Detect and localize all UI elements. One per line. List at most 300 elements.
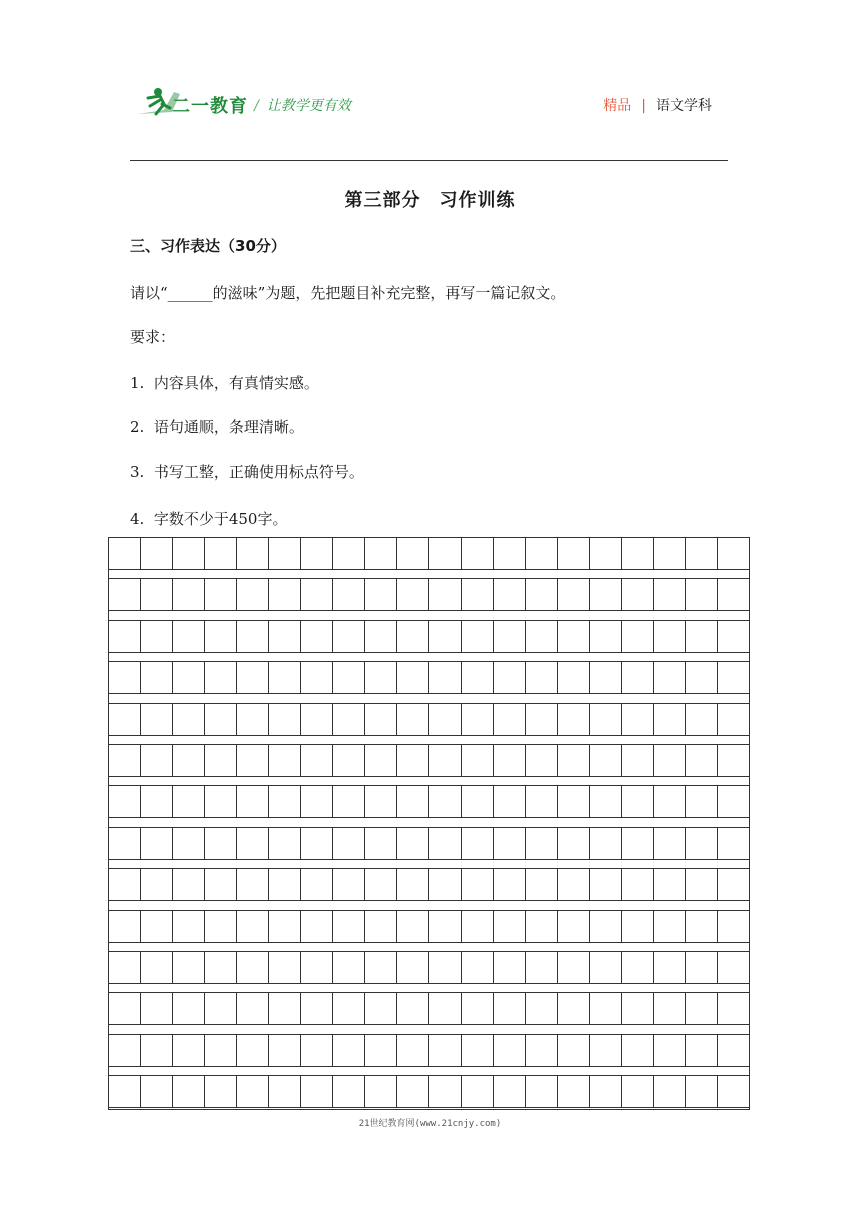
grid-cell[interactable]	[141, 579, 173, 610]
grid-cell[interactable]	[526, 993, 558, 1024]
grid-cell[interactable]	[654, 745, 686, 776]
grid-cell[interactable]	[333, 579, 365, 610]
grid-cell[interactable]	[462, 745, 494, 776]
grid-cell[interactable]	[718, 993, 749, 1024]
grid-cell[interactable]	[109, 952, 141, 983]
grid-cell[interactable]	[141, 745, 173, 776]
writing-grid[interactable]	[108, 537, 750, 1110]
grid-cell[interactable]	[269, 993, 301, 1024]
grid-cell[interactable]	[269, 952, 301, 983]
grid-cell[interactable]	[558, 621, 590, 652]
grid-cell[interactable]	[686, 1035, 718, 1066]
grid-cell[interactable]	[494, 745, 526, 776]
grid-cell[interactable]	[237, 911, 269, 942]
grid-cell[interactable]	[462, 869, 494, 900]
grid-cell[interactable]	[718, 828, 749, 859]
grid-row	[109, 786, 749, 818]
grid-cell[interactable]	[301, 1035, 333, 1066]
grid-cell[interactable]	[141, 993, 173, 1024]
grid-cell[interactable]	[429, 993, 461, 1024]
grid-cell[interactable]	[269, 828, 301, 859]
grid-cell[interactable]	[526, 869, 558, 900]
grid-cell[interactable]	[526, 704, 558, 735]
grid-cell[interactable]	[141, 952, 173, 983]
grid-cell[interactable]	[494, 869, 526, 900]
grid-cell[interactable]	[109, 745, 141, 776]
page-header	[0, 0, 860, 170]
grid-cell[interactable]	[494, 911, 526, 942]
grid-cell[interactable]	[654, 993, 686, 1024]
grid-cell[interactable]	[429, 828, 461, 859]
grid-cell[interactable]	[622, 704, 654, 735]
grid-cell[interactable]	[622, 828, 654, 859]
grid-cell[interactable]	[526, 538, 558, 569]
grid-cell[interactable]	[526, 745, 558, 776]
grid-cell[interactable]	[365, 786, 397, 817]
grid-cell[interactable]	[494, 704, 526, 735]
grid-cell[interactable]	[109, 993, 141, 1024]
grid-cell[interactable]	[333, 745, 365, 776]
grid-cell[interactable]	[462, 1035, 494, 1066]
grid-cell[interactable]	[686, 538, 718, 569]
grid-cell[interactable]	[429, 662, 461, 693]
grid-cell[interactable]	[590, 538, 622, 569]
grid-cell[interactable]	[622, 786, 654, 817]
grid-cell[interactable]	[301, 621, 333, 652]
grid-cell[interactable]	[365, 704, 397, 735]
grid-cell[interactable]	[558, 1035, 590, 1066]
grid-cell[interactable]	[205, 786, 237, 817]
grid-cell[interactable]	[333, 786, 365, 817]
grid-cell[interactable]	[462, 1076, 494, 1107]
grid-row	[109, 538, 749, 570]
grid-cell[interactable]	[686, 745, 718, 776]
grid-cell[interactable]	[654, 579, 686, 610]
grid-cell[interactable]	[269, 869, 301, 900]
grid-cell[interactable]	[269, 704, 301, 735]
requirement-item: 4. 字数不少于450字。	[130, 510, 288, 528]
grid-cell[interactable]	[365, 579, 397, 610]
grid-cell[interactable]	[365, 621, 397, 652]
grid-cell[interactable]	[558, 745, 590, 776]
grid-cell[interactable]	[205, 538, 237, 569]
grid-cell[interactable]	[590, 662, 622, 693]
grid-cell[interactable]	[173, 911, 205, 942]
grid-cell[interactable]	[590, 952, 622, 983]
grid-cell[interactable]	[462, 993, 494, 1024]
grid-cell[interactable]	[526, 828, 558, 859]
grid-cell[interactable]	[718, 1076, 749, 1107]
grid-cell[interactable]	[462, 662, 494, 693]
grid-cell[interactable]	[205, 704, 237, 735]
grid-cell[interactable]	[109, 869, 141, 900]
grid-cell[interactable]	[622, 952, 654, 983]
grid-cell[interactable]	[109, 1035, 141, 1066]
grid-cell[interactable]	[205, 1035, 237, 1066]
grid-cell[interactable]	[333, 538, 365, 569]
grid-cell[interactable]	[429, 1076, 461, 1107]
grid-cell[interactable]	[590, 745, 622, 776]
grid-cell[interactable]	[429, 704, 461, 735]
grid-cell[interactable]	[109, 828, 141, 859]
row-separator	[109, 661, 749, 662]
grid-cell[interactable]	[269, 579, 301, 610]
grid-cell[interactable]	[622, 869, 654, 900]
grid-cell[interactable]	[141, 1035, 173, 1066]
grid-cell[interactable]	[269, 621, 301, 652]
grid-cell[interactable]	[462, 786, 494, 817]
grid-cell[interactable]	[333, 621, 365, 652]
row-separator	[109, 578, 749, 579]
grid-cell[interactable]	[173, 869, 205, 900]
grid-cell[interactable]	[718, 662, 749, 693]
grid-cell[interactable]	[686, 1076, 718, 1107]
grid-cell[interactable]	[301, 538, 333, 569]
grid-cell[interactable]	[462, 621, 494, 652]
grid-cell[interactable]	[718, 538, 749, 569]
grid-cell[interactable]	[590, 1035, 622, 1066]
grid-cell[interactable]	[526, 786, 558, 817]
grid-cell[interactable]	[494, 786, 526, 817]
requirement-item: 3. 书写工整，正确使用标点符号。	[130, 463, 364, 481]
section-heading: 三、习作表达（30分）	[130, 237, 286, 255]
grid-cell[interactable]	[558, 1076, 590, 1107]
grid-cell[interactable]	[397, 786, 429, 817]
grid-cell[interactable]	[622, 538, 654, 569]
grid-cell[interactable]	[654, 538, 686, 569]
grid-cell[interactable]	[590, 579, 622, 610]
grid-cell[interactable]	[622, 911, 654, 942]
grid-cell[interactable]	[429, 745, 461, 776]
grid-cell[interactable]	[590, 1076, 622, 1107]
grid-cell[interactable]	[494, 662, 526, 693]
grid-cell[interactable]	[141, 869, 173, 900]
grid-cell[interactable]	[494, 952, 526, 983]
grid-cell[interactable]	[526, 911, 558, 942]
grid-cell[interactable]	[301, 1076, 333, 1107]
grid-cell[interactable]	[333, 869, 365, 900]
grid-cell[interactable]	[205, 1076, 237, 1107]
grid-cell[interactable]	[397, 621, 429, 652]
grid-cell[interactable]	[494, 828, 526, 859]
grid-cell[interactable]	[237, 828, 269, 859]
grid-row	[109, 952, 749, 984]
grid-cell[interactable]	[397, 704, 429, 735]
grid-cell[interactable]	[654, 1035, 686, 1066]
grid-cell[interactable]	[558, 704, 590, 735]
grid-cell[interactable]	[397, 993, 429, 1024]
grid-cell[interactable]	[718, 869, 749, 900]
grid-cell[interactable]	[141, 828, 173, 859]
grid-cell[interactable]	[365, 662, 397, 693]
grid-cell[interactable]	[333, 911, 365, 942]
grid-cell[interactable]	[429, 869, 461, 900]
grid-cell[interactable]	[526, 579, 558, 610]
grid-cell[interactable]	[590, 911, 622, 942]
grid-cell[interactable]	[622, 993, 654, 1024]
grid-cell[interactable]	[590, 786, 622, 817]
grid-cell[interactable]	[237, 786, 269, 817]
grid-cell[interactable]	[365, 911, 397, 942]
divider: |	[641, 98, 646, 114]
grid-cell[interactable]	[141, 911, 173, 942]
grid-cell[interactable]	[365, 993, 397, 1024]
grid-cell[interactable]	[141, 1076, 173, 1107]
grid-cell[interactable]	[397, 828, 429, 859]
grid-cell[interactable]	[301, 704, 333, 735]
grid-cell[interactable]	[718, 704, 749, 735]
grid-cell[interactable]	[333, 993, 365, 1024]
grid-cell[interactable]	[429, 579, 461, 610]
grid-cell[interactable]	[558, 579, 590, 610]
grid-cell[interactable]	[365, 538, 397, 569]
grid-cell[interactable]	[173, 786, 205, 817]
grid-cell[interactable]	[558, 911, 590, 942]
grid-cell[interactable]	[429, 911, 461, 942]
grid-cell[interactable]	[269, 538, 301, 569]
grid-cell[interactable]	[237, 1076, 269, 1107]
grid-cell[interactable]	[686, 662, 718, 693]
grid-cell[interactable]	[141, 662, 173, 693]
grid-cell[interactable]	[397, 911, 429, 942]
grid-cell[interactable]	[526, 1076, 558, 1107]
grid-cell[interactable]	[109, 538, 141, 569]
grid-cell[interactable]	[590, 621, 622, 652]
grid-cell[interactable]	[462, 579, 494, 610]
grid-cell[interactable]	[462, 538, 494, 569]
grid-cell[interactable]	[109, 786, 141, 817]
grid-cell[interactable]	[718, 952, 749, 983]
grid-cell[interactable]	[718, 745, 749, 776]
grid-cell[interactable]	[301, 579, 333, 610]
grid-cell[interactable]	[686, 828, 718, 859]
grid-cell[interactable]	[462, 911, 494, 942]
grid-cell[interactable]	[173, 952, 205, 983]
grid-cell[interactable]	[109, 911, 141, 942]
grid-cell[interactable]	[397, 1035, 429, 1066]
header-subject	[603, 95, 712, 115]
grid-cell[interactable]	[558, 662, 590, 693]
grid-cell[interactable]	[301, 869, 333, 900]
grid-cell[interactable]	[301, 993, 333, 1024]
grid-cell[interactable]	[141, 704, 173, 735]
row-separator	[109, 785, 749, 786]
grid-cell[interactable]	[622, 745, 654, 776]
grid-cell[interactable]	[237, 579, 269, 610]
grid-cell[interactable]	[686, 911, 718, 942]
grid-cell[interactable]	[301, 662, 333, 693]
grid-cell[interactable]	[333, 662, 365, 693]
grid-cell[interactable]	[590, 869, 622, 900]
grid-cell[interactable]	[686, 993, 718, 1024]
grid-cell[interactable]	[141, 538, 173, 569]
grid-cell[interactable]	[686, 621, 718, 652]
grid-cell[interactable]	[526, 1035, 558, 1066]
grid-cell[interactable]	[333, 952, 365, 983]
grid-cell[interactable]	[365, 1035, 397, 1066]
grid-cell[interactable]	[109, 704, 141, 735]
grid-cell[interactable]	[494, 621, 526, 652]
grid-cell[interactable]	[109, 621, 141, 652]
grid-cell[interactable]	[365, 869, 397, 900]
grid-cell[interactable]	[558, 786, 590, 817]
grid-cell[interactable]	[269, 786, 301, 817]
grid-cell[interactable]	[429, 621, 461, 652]
grid-cell[interactable]	[654, 786, 686, 817]
grid-cell[interactable]	[237, 869, 269, 900]
grid-cell[interactable]	[429, 1035, 461, 1066]
grid-cell[interactable]	[686, 786, 718, 817]
grid-cell[interactable]	[654, 662, 686, 693]
grid-cell[interactable]	[333, 1076, 365, 1107]
grid-cell[interactable]	[205, 952, 237, 983]
grid-cell[interactable]	[365, 952, 397, 983]
grid-cell[interactable]	[237, 662, 269, 693]
grid-cell[interactable]	[526, 662, 558, 693]
grid-cell[interactable]	[654, 621, 686, 652]
grid-cell[interactable]	[397, 869, 429, 900]
grid-cell[interactable]	[109, 662, 141, 693]
grid-cell[interactable]	[718, 621, 749, 652]
grid-cell[interactable]	[205, 911, 237, 942]
grid-cell[interactable]	[173, 993, 205, 1024]
grid-cell[interactable]	[237, 621, 269, 652]
grid-cell[interactable]	[237, 952, 269, 983]
grid-cell[interactable]	[462, 828, 494, 859]
grid-cell[interactable]	[397, 952, 429, 983]
grid-cell[interactable]	[718, 786, 749, 817]
grid-cell[interactable]	[622, 662, 654, 693]
grid-cell[interactable]	[301, 828, 333, 859]
grid-cell[interactable]	[397, 662, 429, 693]
grid-cell[interactable]	[173, 745, 205, 776]
grid-cell[interactable]	[397, 538, 429, 569]
grid-cell[interactable]	[718, 911, 749, 942]
grid-cell[interactable]	[173, 538, 205, 569]
grid-cell[interactable]	[526, 952, 558, 983]
grid-cell[interactable]	[269, 1076, 301, 1107]
requirement-item: 1. 内容具体，有真情实感。	[130, 374, 319, 392]
grid-cell[interactable]	[173, 1035, 205, 1066]
grid-cell[interactable]	[397, 1076, 429, 1107]
grid-cell[interactable]	[141, 786, 173, 817]
grid-cell[interactable]	[494, 1035, 526, 1066]
grid-cell[interactable]	[622, 1035, 654, 1066]
grid-cell[interactable]	[397, 745, 429, 776]
row-separator	[109, 1034, 749, 1035]
grid-cell[interactable]	[590, 993, 622, 1024]
grid-cell[interactable]	[269, 745, 301, 776]
grid-cell[interactable]	[622, 1076, 654, 1107]
grid-cell[interactable]	[429, 952, 461, 983]
grid-cell[interactable]	[109, 579, 141, 610]
grid-cell[interactable]	[654, 828, 686, 859]
grid-cell[interactable]	[173, 1076, 205, 1107]
logo-text: 二一教育	[172, 96, 248, 117]
grid-cell[interactable]	[205, 869, 237, 900]
grid-cell[interactable]	[205, 828, 237, 859]
grid-cell[interactable]	[173, 579, 205, 610]
grid-cell[interactable]	[429, 786, 461, 817]
grid-cell[interactable]	[429, 538, 461, 569]
grid-cell[interactable]	[526, 621, 558, 652]
grid-cell[interactable]	[173, 621, 205, 652]
grid-cell[interactable]	[590, 704, 622, 735]
grid-cell[interactable]	[109, 1076, 141, 1107]
grid-cell[interactable]	[365, 1076, 397, 1107]
grid-cell[interactable]	[237, 704, 269, 735]
grid-cell[interactable]	[590, 828, 622, 859]
grid-cell[interactable]	[654, 1076, 686, 1107]
grid-cell[interactable]	[654, 869, 686, 900]
grid-cell[interactable]	[237, 745, 269, 776]
grid-cell[interactable]	[269, 662, 301, 693]
grid-cell[interactable]	[718, 1035, 749, 1066]
grid-cell[interactable]	[173, 828, 205, 859]
grid-cell[interactable]	[301, 911, 333, 942]
grid-cell[interactable]	[686, 952, 718, 983]
grid-cell[interactable]	[654, 911, 686, 942]
grid-cell[interactable]	[558, 869, 590, 900]
grid-cell[interactable]	[237, 993, 269, 1024]
grid-cell[interactable]	[365, 828, 397, 859]
grid-row	[109, 993, 749, 1025]
grid-cell[interactable]	[269, 1035, 301, 1066]
grid-cell[interactable]	[654, 952, 686, 983]
grid-cell[interactable]	[333, 1035, 365, 1066]
grid-cell[interactable]	[301, 745, 333, 776]
grid-cell[interactable]	[237, 1035, 269, 1066]
grid-cell[interactable]	[462, 952, 494, 983]
grid-cell[interactable]	[686, 704, 718, 735]
grid-cell[interactable]	[686, 579, 718, 610]
grid-cell[interactable]	[205, 621, 237, 652]
grid-cell[interactable]	[558, 952, 590, 983]
grid-cell[interactable]	[558, 828, 590, 859]
row-separator	[109, 703, 749, 704]
grid-cell[interactable]	[205, 662, 237, 693]
grid-cell[interactable]	[622, 621, 654, 652]
grid-cell[interactable]	[494, 579, 526, 610]
grid-cell[interactable]	[494, 993, 526, 1024]
grid-cell[interactable]	[205, 745, 237, 776]
grid-cell[interactable]	[301, 952, 333, 983]
grid-cell[interactable]	[237, 538, 269, 569]
grid-cell[interactable]	[205, 579, 237, 610]
grid-cell[interactable]	[622, 579, 654, 610]
grid-cell[interactable]	[173, 704, 205, 735]
grid-cell[interactable]	[558, 993, 590, 1024]
grid-cell[interactable]	[333, 704, 365, 735]
grid-cell[interactable]	[205, 993, 237, 1024]
grid-cell[interactable]	[494, 1076, 526, 1107]
badge-label: 精品	[603, 98, 632, 114]
grid-cell[interactable]	[301, 786, 333, 817]
grid-cell[interactable]	[494, 538, 526, 569]
grid-cell[interactable]	[365, 745, 397, 776]
grid-cell[interactable]	[173, 662, 205, 693]
slogan: / 让教学更有效	[254, 98, 351, 114]
grid-cell[interactable]	[558, 538, 590, 569]
grid-cell[interactable]	[718, 579, 749, 610]
grid-cell[interactable]	[141, 621, 173, 652]
grid-cell[interactable]	[269, 911, 301, 942]
grid-cell[interactable]	[654, 704, 686, 735]
grid-cell[interactable]	[462, 704, 494, 735]
grid-cell[interactable]	[333, 828, 365, 859]
grid-cell[interactable]	[397, 579, 429, 610]
grid-cell[interactable]	[686, 869, 718, 900]
